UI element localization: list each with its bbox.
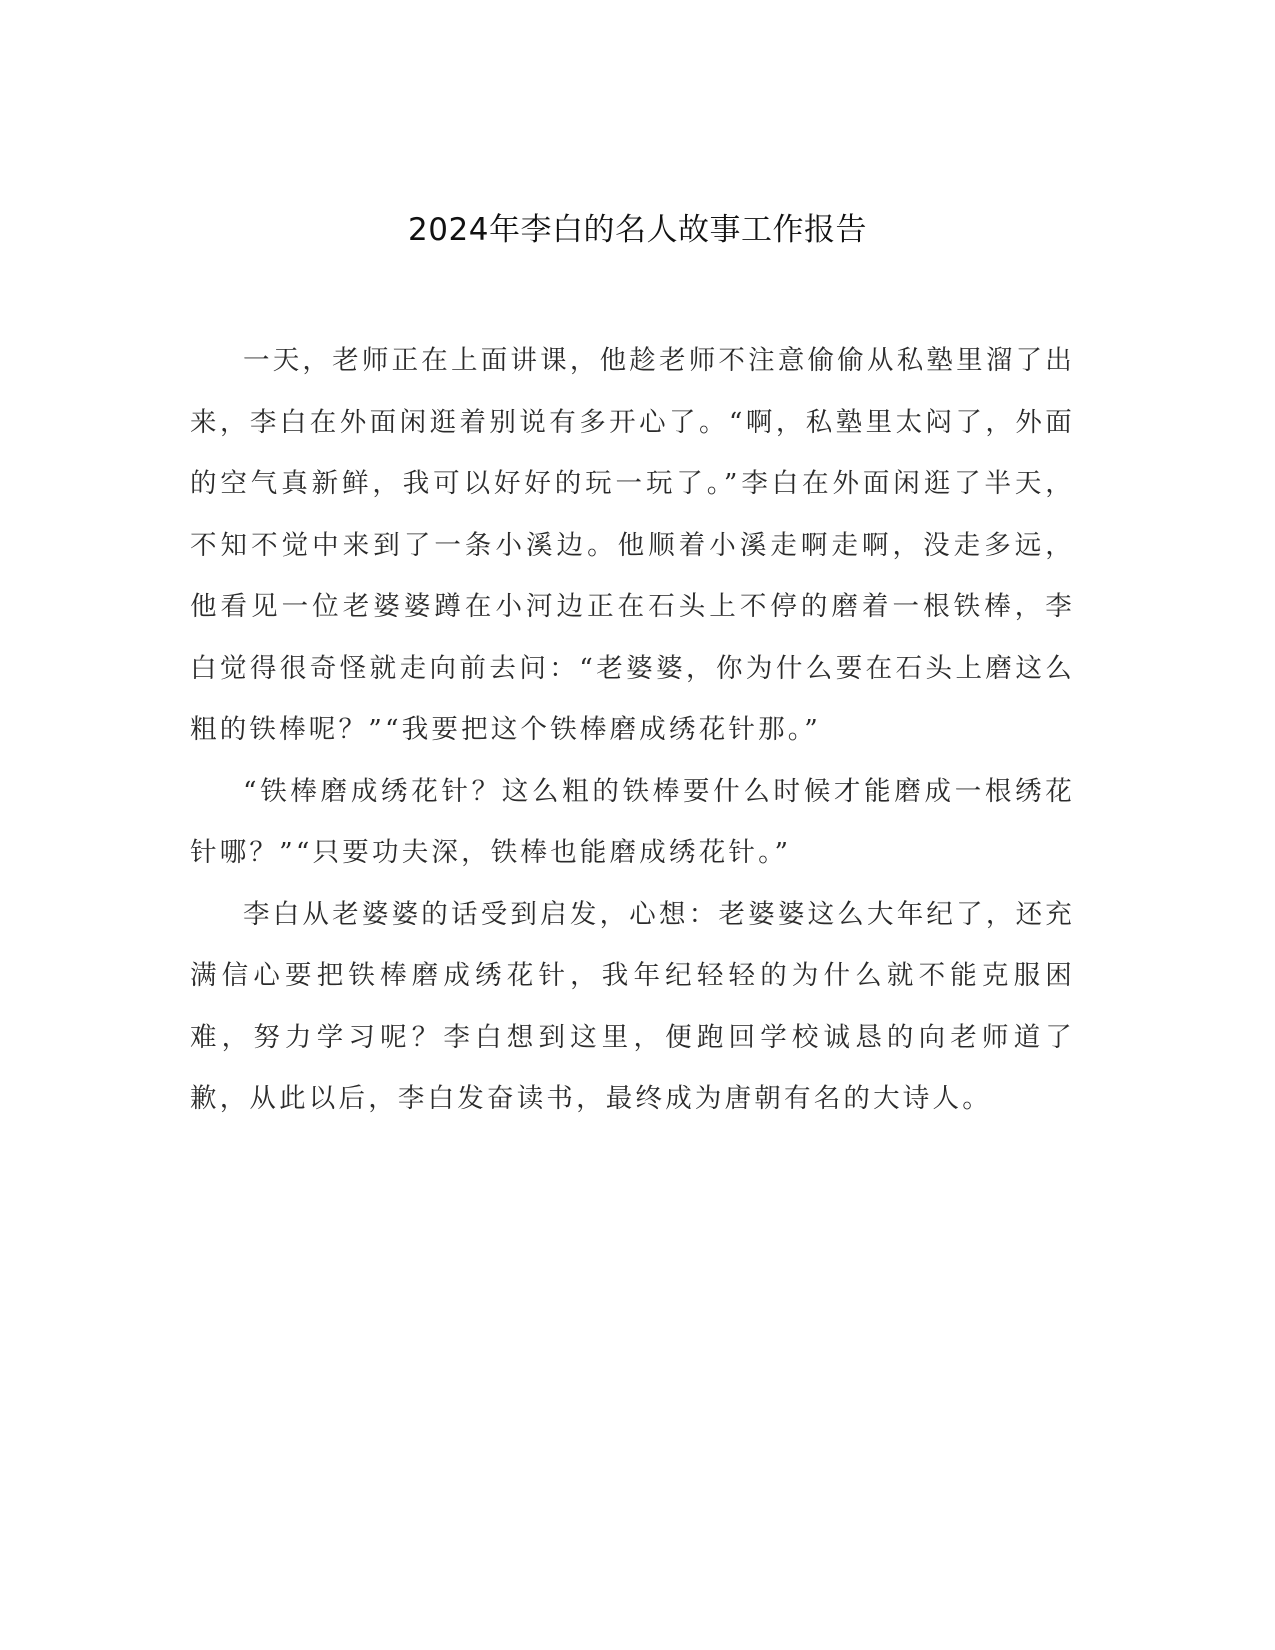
paragraph-1: 一天，老师正在上面讲课，他趁老师不注意偷偷从私塾里溜了出来，李白在外面闲逛着别说有多开心了。“啊，私塾里太闷了，外面的空气真新鲜，我可以好好的玩一玩了。”李白在外面闲逛了半天，不知不觉中来到了一条小溪边。他顺着小溪走啊走啊，没走多远，他看见一位老婆婆蹲在小河边正在石头上不停的磨着一根铁棒，李白觉得很奇怪就走向前去问：“老婆婆，你为什么要在石头上磨这么粗的铁棒呢？”“我要把这个铁棒磨成绣花针那。” <box>190 345 1075 745</box>
document-title: 2024年李白的名人故事工作报告 <box>408 212 867 248</box>
paragraph-3: 李白从老婆婆的话受到启发，心想：老婆婆这么大年纪了，还充满信心要把铁棒磨成绣花针，我年纪轻轻的为什么就不能克服困难，努力学习呢？李白想到这里，便跑回学校诚恳的向老师道了歉，从此以后，李白发奋读书，最终成为唐朝有名的大诗人。 <box>190 898 1075 1114</box>
document-body <box>190 330 1075 1130</box>
paragraph-2: “铁棒磨成绣花针？这么粗的铁棒要什么时候才能磨成一根绣花针哪？”“只要功夫深，铁棒也能磨成绣花针。” <box>190 775 1075 868</box>
